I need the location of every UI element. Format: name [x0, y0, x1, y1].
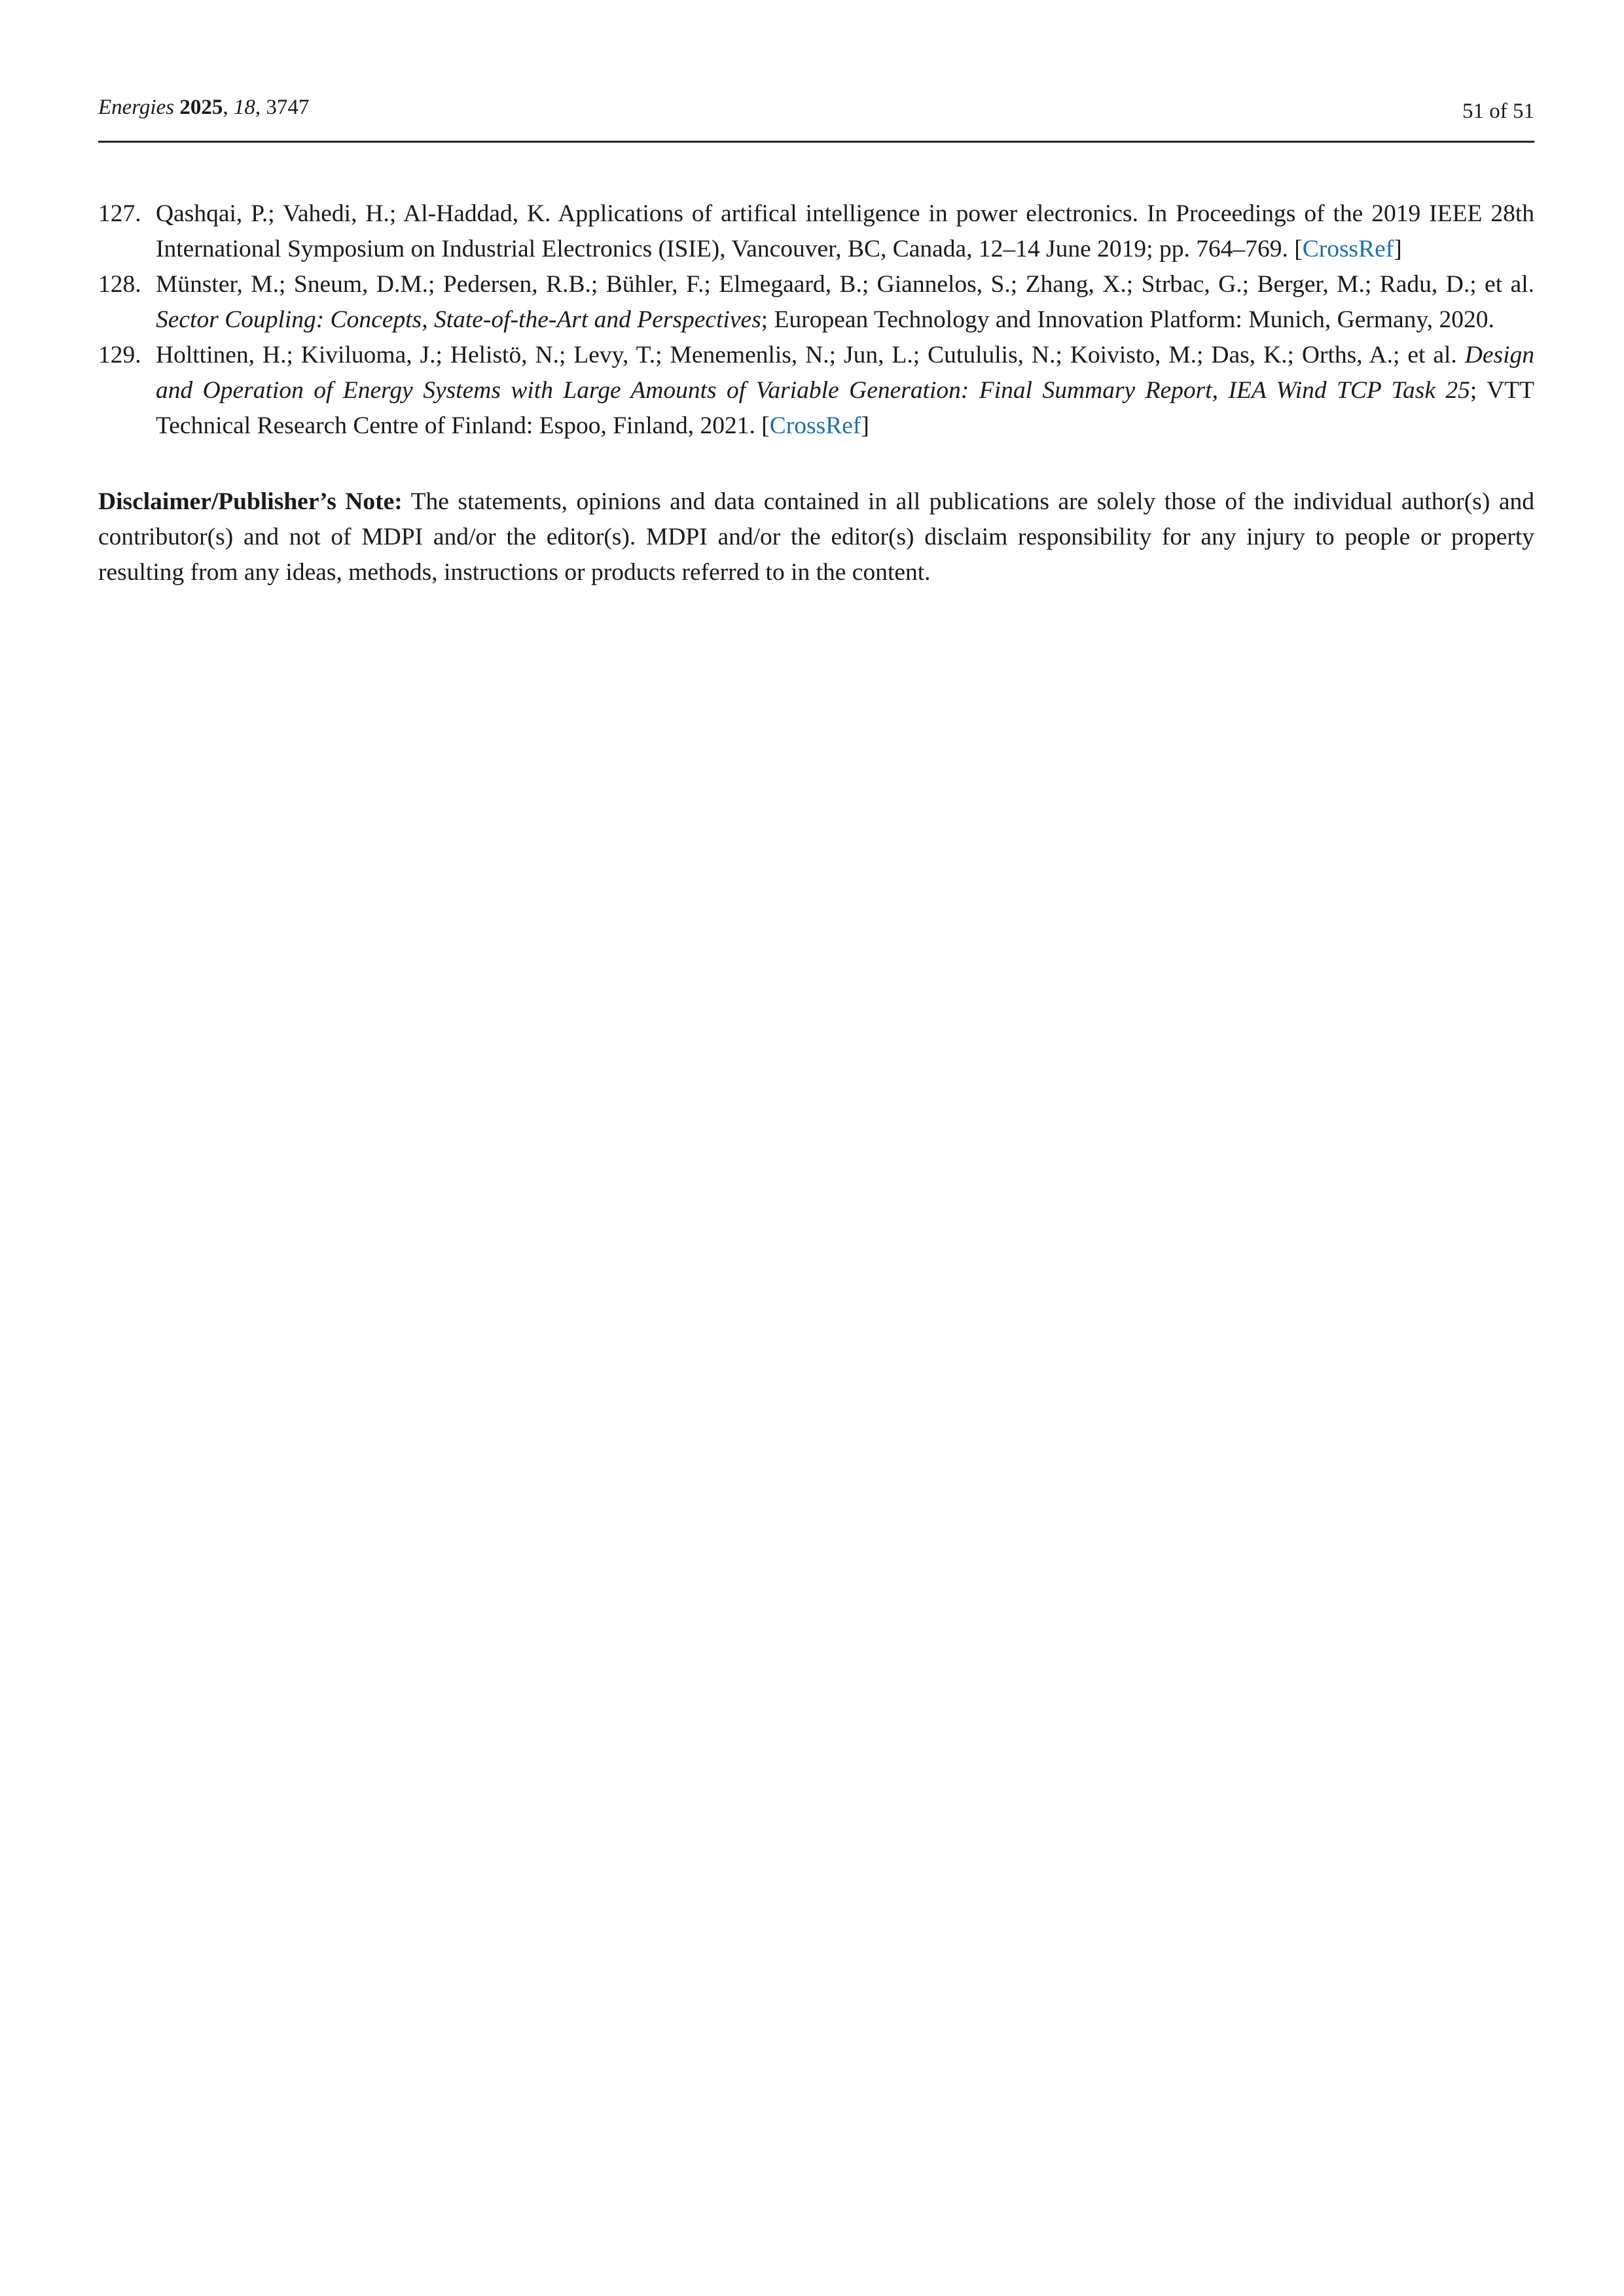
reference-title: Sector Coupling: Concepts, State-of-the-Art and Perspectives [156, 306, 761, 333]
journal-year: 2025 [179, 96, 223, 119]
reference-text: Münster, M.; Sneum, D.M.; Pedersen, R.B.; Bühler, F.; Elmegaard, B.; Giannelos, S.; Zhang, X.; Strbac, G.; Berger, M.; Radu, D.; et al. [156, 271, 1534, 298]
page-number: 51 of 51 [1462, 99, 1534, 123]
reference-bracket: ] [861, 412, 869, 439]
disclaimer-text: The statements, opinions and data contained in all publications are solely those of the individual author(s) and contributor(s) and not of MDPI and/or the editor(s). MDPI and/or the editor(s) disclaim responsibility for any injury to people or property resulting from any ideas, methods, instructions or products referred to in the content. [98, 488, 1534, 586]
article-number: 3747 [266, 96, 310, 119]
reference-list [98, 196, 1534, 444]
journal-citation: Energies 2025, 18, 3747 [98, 96, 310, 119]
publisher-disclaimer [98, 484, 1534, 590]
reference-item [98, 267, 1534, 338]
reference-item [98, 338, 1534, 444]
crossref-link[interactable]: CrossRef [1302, 236, 1394, 262]
reference-item [98, 196, 1534, 267]
disclaimer-label: Disclaimer/Publisher’s Note: [98, 488, 403, 515]
journal-volume: 18 [233, 96, 255, 119]
reference-number: 129. [98, 342, 141, 368]
page-header [98, 90, 1534, 143]
crossref-link[interactable]: CrossRef [769, 412, 861, 439]
journal-name: Energies [98, 96, 175, 119]
reference-text: Holttinen, H.; Kiviluoma, J.; Helistö, N.; Levy, T.; Menemenlis, N.; Jun, L.; Cutululis, N.; Koivisto, M.; Das, K.; Orths, A.; et al. [156, 342, 1465, 368]
reference-text: Qashqai, P.; Vahedi, H.; Al-Haddad, K. Applications of artifical intelligence in power electronics. In Proceedings of the 2019 IEEE 28th International Symposium on Industrial Electronics (ISIE), Vancouver, BC, Canada, 12–14 June 2019; pp. 764–769. [ [156, 200, 1534, 262]
reference-number: 128. [98, 271, 141, 298]
reference-text-after: ; VTT Technical Research Centre of Finland: Espoo, Finland, 2021. [ [156, 377, 1534, 439]
reference-number: 127. [98, 200, 141, 227]
reference-text-after: ; European Technology and Innovation Platform: Munich, Germany, 2020. [761, 306, 1494, 333]
reference-bracket: ] [1394, 236, 1402, 262]
reference-title: Design and Operation of Energy Systems with Large Amounts of Variable Generation: Final Summary Report, IEA Wind TCP Task 25 [156, 342, 1534, 404]
